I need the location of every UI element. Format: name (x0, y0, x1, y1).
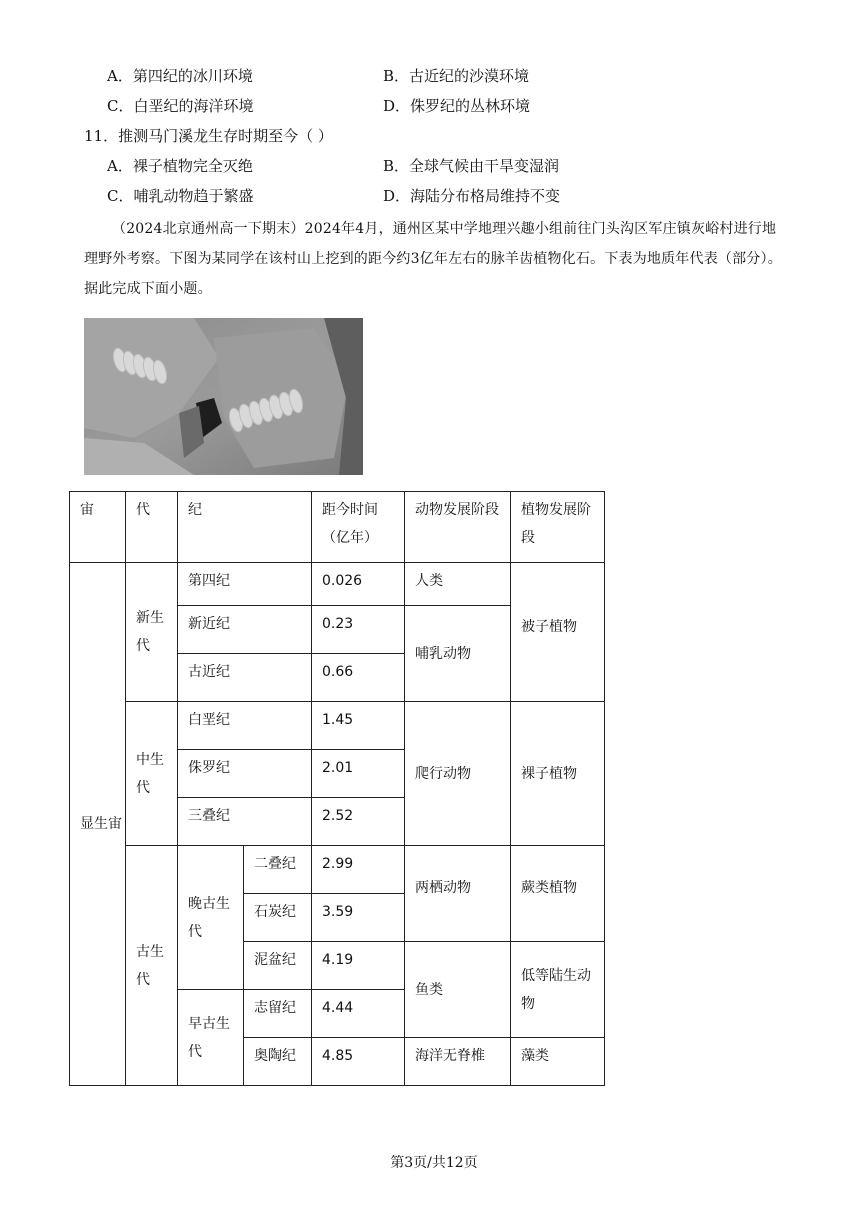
period-cell: 志留纪 (244, 990, 312, 1038)
header-eon: 宙 (70, 492, 126, 563)
time-cell: 2.99 (312, 846, 405, 894)
subera-late-paleozoic: 晚古生代 (178, 846, 244, 990)
q10-option-b: B．古近纪的沙漠环境 (383, 67, 530, 85)
eon-cell: 显生宙 (70, 563, 126, 1086)
plant-stage: 被子植物 (511, 563, 605, 702)
time-cell: 2.01 (312, 750, 405, 798)
era-cenozoic: 新生代 (126, 563, 178, 702)
animal-stage: 鱼类 (405, 942, 511, 1038)
period-cell: 泥盆纪 (244, 942, 312, 990)
q11-option-d: D．海陆分布格局维持不变 (383, 187, 561, 205)
q11-stem: 11．推测马门溪龙生存时期至今（ ） (84, 127, 333, 145)
time-cell: 0.026 (312, 563, 405, 606)
animal-stage: 两栖动物 (405, 846, 511, 942)
period-cell: 第四纪 (178, 563, 312, 606)
header-period: 纪 (178, 492, 312, 563)
time-cell: 0.66 (312, 654, 405, 702)
animal-stage: 爬行动物 (405, 702, 511, 846)
plant-stage: 藻类 (511, 1038, 605, 1086)
q10-option-d: D．侏罗纪的丛林环境 (383, 97, 531, 115)
period-cell: 古近纪 (178, 654, 312, 702)
q11-option-b: B．全球气候由干旱变湿润 (383, 157, 560, 175)
era-mesozoic: 中生代 (126, 702, 178, 846)
header-animal: 动物发展阶段 (405, 492, 511, 563)
subera-early-paleozoic: 早古生代 (178, 990, 244, 1086)
period-cell: 石炭纪 (244, 894, 312, 942)
plant-stage: 低等陆生动物 (511, 942, 605, 1038)
fossil-photo (84, 318, 363, 475)
period-cell: 侏罗纪 (178, 750, 312, 798)
time-cell: 2.52 (312, 798, 405, 846)
q10-option-a: A．第四纪的冰川环境 (107, 67, 253, 85)
period-cell: 新近纪 (178, 606, 312, 654)
animal-stage: 海洋无脊椎 (405, 1038, 511, 1086)
era-paleozoic: 古生代 (126, 846, 178, 1086)
period-cell: 二叠纪 (244, 846, 312, 894)
animal-stage: 哺乳动物 (405, 606, 511, 702)
time-cell: 4.85 (312, 1038, 405, 1086)
time-cell: 3.59 (312, 894, 405, 942)
plant-stage: 蕨类植物 (511, 846, 605, 942)
header-plant: 植物发展阶段 (511, 492, 605, 563)
q11-option-c: C．哺乳动物趋于繁盛 (107, 187, 254, 205)
geologic-time-table (69, 491, 605, 1086)
plant-stage: 裸子植物 (511, 702, 605, 846)
period-cell: 奥陶纪 (244, 1038, 312, 1086)
period-cell: 三叠纪 (178, 798, 312, 846)
time-cell: 4.19 (312, 942, 405, 990)
time-cell: 1.45 (312, 702, 405, 750)
intro-paragraph: （2024北京通州高一下期末）2024年4月，通州区某中学地理兴趣小组前往门头沟区军庄镇灰峪村进行地理野外考察。下图为某同学在该村山上挖到的距今约3亿年左右的脉羊齿植物化石。下表为地质年代表（部分）。据此完成下面小题。 (84, 221, 782, 297)
time-cell: 0.23 (312, 606, 405, 654)
q10-option-c: C．白垩纪的海洋环境 (107, 97, 254, 115)
period-cell: 白垩纪 (178, 702, 312, 750)
time-cell: 4.44 (312, 990, 405, 1038)
page-footer: 第3页/共12页 (390, 1155, 478, 1171)
q11-option-a: A．裸子植物完全灭绝 (107, 157, 253, 175)
header-time: 距今时间（亿年） (312, 492, 405, 563)
header-era: 代 (126, 492, 178, 563)
animal-stage: 人类 (405, 563, 511, 606)
